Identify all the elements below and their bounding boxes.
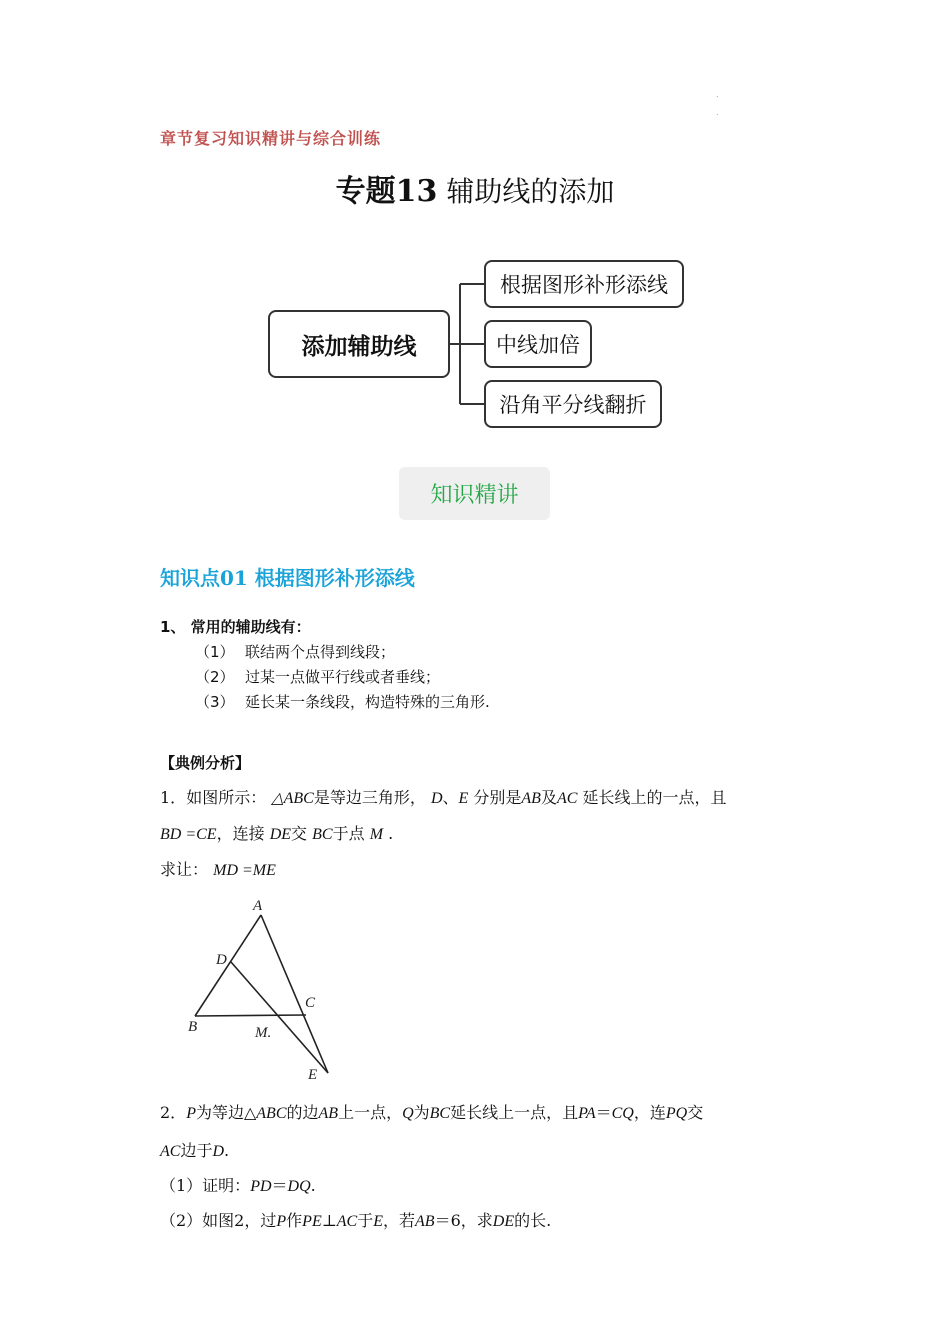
- q2-math: CQ: [611, 1105, 634, 1122]
- kp-item-text: 延长某一条线段，构造特殊的三角形.: [245, 693, 490, 711]
- segment-DE: [231, 962, 328, 1073]
- q2-text: .: [310, 1176, 316, 1195]
- kp-item-num: （3）: [195, 693, 235, 711]
- question-number: 1．: [160, 788, 187, 807]
- q2-sub2-text: [160, 1211, 551, 1230]
- q2-math: P: [276, 1213, 287, 1230]
- prove-label: 求让：: [160, 860, 209, 879]
- q1-text: 是等边三角形，: [313, 788, 426, 807]
- title-suffix: 辅助线的添加: [437, 175, 615, 208]
- mindmap-branch-1: 根据图形补形添线: [484, 260, 684, 308]
- q1-text: 交: [291, 824, 308, 843]
- question-2-sub-2: [160, 1208, 551, 1231]
- mindmap-branch-3: 沿角平分线翻折: [484, 380, 662, 428]
- q2-math: PQ: [665, 1105, 688, 1122]
- q2-text: 作: [286, 1211, 303, 1230]
- segment-AB: [195, 915, 261, 1016]
- segment-BC: [195, 1015, 306, 1016]
- prove-equation: MD =ME: [213, 862, 276, 879]
- q2-math: DQ: [287, 1178, 311, 1195]
- q2-math: AB: [318, 1105, 339, 1122]
- kp-item-num: （1）: [195, 643, 235, 661]
- question-2-line-2: [160, 1138, 229, 1161]
- chapter-header: 章节复习知识精讲与综合训练: [160, 129, 382, 148]
- mindmap-root: 添加辅助线: [268, 310, 450, 378]
- q2-math: E: [373, 1213, 384, 1230]
- q1-math: M: [369, 826, 384, 843]
- q2-math: PA: [578, 1105, 596, 1122]
- kp-item-text: 过某一点做平行线或者垂线；: [245, 668, 441, 686]
- q2-text: 的长.: [514, 1211, 552, 1230]
- q2-text: ，若: [383, 1211, 416, 1230]
- question-1-prove: [160, 857, 276, 880]
- kp-heading: 1、 常用的辅助线有：: [160, 618, 311, 636]
- kp-item: [195, 666, 440, 687]
- kp-item: [195, 641, 395, 662]
- kp-item-text: 联结两个点得到线段；: [245, 643, 396, 661]
- q2-text: ＝6，求: [434, 1211, 493, 1230]
- q2-text: 延长线上一点，且: [450, 1103, 579, 1122]
- q2-text: ＝: [271, 1176, 288, 1195]
- q2-text: （2）如图2，过: [160, 1211, 277, 1230]
- q2-math: Q: [402, 1105, 414, 1122]
- label-A: A: [253, 898, 263, 914]
- q2-text: 于: [357, 1211, 374, 1230]
- triangle-figure: [180, 893, 350, 1088]
- q2-text: 交: [687, 1103, 704, 1122]
- kp-item-num: （2）: [195, 668, 235, 686]
- q1-text: ，连接: [216, 824, 265, 843]
- mindmap-branch-2: 中线加倍: [484, 320, 592, 368]
- q2-math: P: [186, 1105, 196, 1122]
- corner-dots: . .: [716, 90, 719, 117]
- question-2-sub-1: [160, 1173, 316, 1196]
- q1-text: 于点: [332, 824, 365, 843]
- q2-math: BC: [429, 1105, 451, 1122]
- label-E: E: [308, 1067, 318, 1083]
- q1-math: D: [430, 790, 443, 807]
- q2-math: ABC: [256, 1105, 287, 1122]
- question-2-line-1: [160, 1100, 703, 1123]
- q1-math: AC: [556, 790, 578, 807]
- question-1-line-1: [160, 785, 727, 808]
- mindmap-connectors: [0, 0, 950, 460]
- q2-sub1-text: [160, 1176, 316, 1195]
- q2-math: PE: [302, 1213, 322, 1230]
- label-B: B: [188, 1019, 198, 1035]
- q2-text: 的边: [286, 1103, 319, 1122]
- q1-math: DE: [269, 826, 292, 843]
- q1-text: 、: [442, 788, 459, 807]
- q2-line1-text: [186, 1103, 703, 1122]
- q2-line2-text: [160, 1141, 229, 1160]
- q2-text: 边于: [180, 1141, 213, 1160]
- q2-text: ，连: [633, 1103, 666, 1122]
- label-C: C: [305, 995, 316, 1011]
- section-tag: 知识精讲: [399, 467, 550, 520]
- q2-math: D: [212, 1143, 225, 1160]
- q1-math: E: [458, 790, 469, 807]
- question-number: 2．: [160, 1103, 187, 1122]
- q1-text: 如图所示：: [186, 788, 267, 807]
- q2-text: ⊥: [321, 1211, 337, 1230]
- q2-math: PD: [250, 1178, 272, 1195]
- q2-math: AC: [160, 1143, 181, 1160]
- label-M: M.: [255, 1025, 272, 1041]
- q2-text: （1）证明：: [160, 1176, 251, 1195]
- q1-text: 分别是: [473, 788, 522, 807]
- title-prefix: 专题13: [335, 174, 438, 209]
- q1-math: △ABC: [271, 790, 314, 807]
- q2-math: DE: [492, 1213, 515, 1230]
- q1-text: 延长线上的一点，且: [582, 788, 727, 807]
- q2-text: ＝: [595, 1103, 612, 1122]
- knowledge-point-title: 知识点01 根据图形补形添线: [160, 566, 415, 590]
- q1-text: .: [383, 824, 394, 843]
- q1-math: BC: [312, 826, 333, 843]
- q1-math: BD =CE: [160, 826, 217, 843]
- q2-math: AC: [336, 1213, 358, 1230]
- q2-math: AB: [415, 1213, 435, 1230]
- label-D: D: [216, 952, 227, 968]
- q2-text: 上一点，: [338, 1103, 403, 1122]
- q1-math: AB: [521, 790, 541, 807]
- examples-heading: 【典例分析】: [160, 754, 251, 772]
- question-1-line-2: [160, 821, 393, 844]
- q2-text: 为等边△: [195, 1103, 257, 1122]
- q2-text: 为: [413, 1103, 430, 1122]
- kp-item: [195, 691, 490, 712]
- q2-text: .: [224, 1141, 230, 1160]
- q1-text: 及: [540, 788, 557, 807]
- segment-AE: [261, 915, 328, 1073]
